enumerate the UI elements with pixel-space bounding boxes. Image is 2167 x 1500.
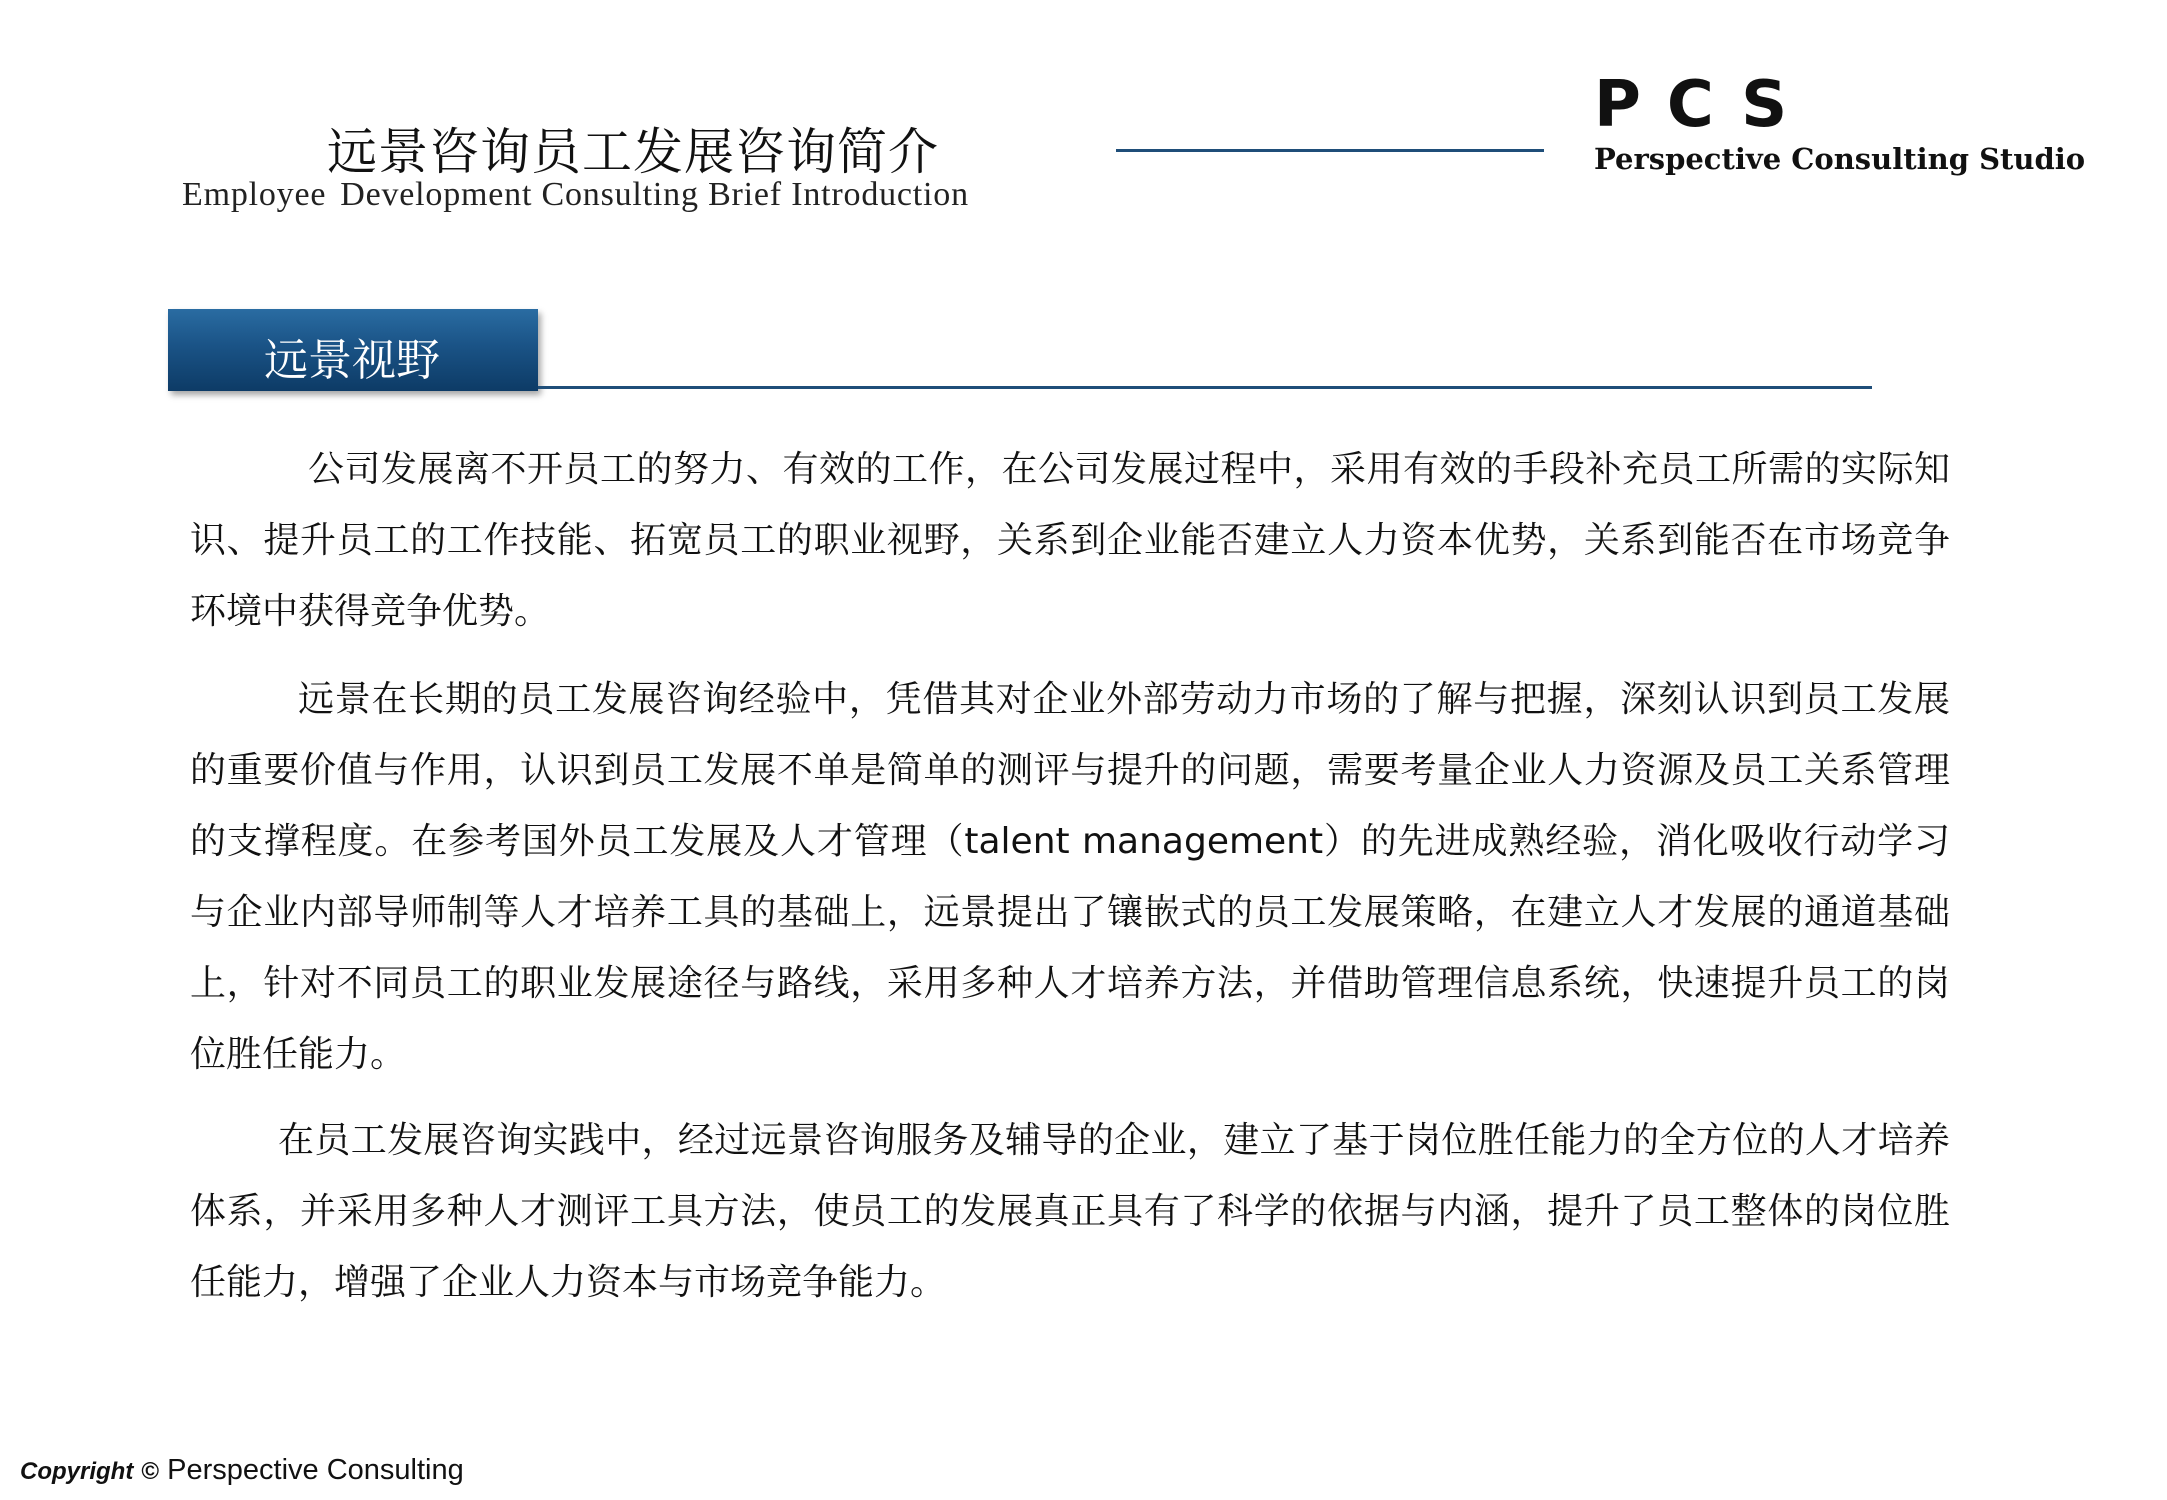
footer-copyright xyxy=(20,1454,464,1487)
section-divider xyxy=(538,386,1872,389)
header-divider xyxy=(1116,149,1544,152)
page-subtitle-part1: Employee xyxy=(182,176,327,213)
page-subtitle-part2: Development Consulting Brief Introduction xyxy=(340,176,969,213)
body-paragraph-3: 在员工发展咨询实践中，经过远景咨询服务及辅导的企业，建立了基于岗位胜任能力的全方位的人才培养体系，并采用多种人才测评工具方法，使员工的发展真正具有了科学的依据与内涵，提升了员工整体的岗位胜任能力，增强了企业人力资本与市场竞争能力。 xyxy=(190,1120,1950,1303)
copyright-company: Perspective Consulting xyxy=(167,1454,464,1486)
company-logo: PCS xyxy=(1594,68,1814,142)
page-title: 远景咨询员工发展咨询简介 xyxy=(327,123,939,181)
section-title: 远景视野 xyxy=(264,335,440,386)
copyright-symbol: © xyxy=(141,1458,160,1485)
body-paragraph-2: 远景在长期的员工发展咨询经验中，凭借其对企业外部劳动力市场的了解与把握，深刻认识到员工发展的重要价值与作用，认识到员工发展不单是简单的测评与提升的问题，需要考量企业人力资源及员工关系管理的支撑程度。在参考国外员工发展及人才管理（talent management）的先进成熟经验，消化吸收行动学习与企业内部导师制等人才培养工具的基础上，远景提出了镶嵌式的员工发展策略，在建立人才发展的通道基础上，针对不同员工的职业发展途径与路线，采用多种人才培养方法，并借助管理信息系统，快速提升员工的岗位胜任能力。 xyxy=(190,679,1950,1075)
page-subtitle xyxy=(182,176,969,214)
company-logo-subtitle: Perspective Consulting Studio xyxy=(1594,142,2086,176)
copyright-label: Copyright xyxy=(20,1458,134,1485)
body-paragraph-1: 公司发展离不开员工的努力、有效的工作，在公司发展过程中，采用有效的手段补充员工所需的实际知识、提升员工的工作技能、拓宽员工的职业视野，关系到企业能否建立人力资本优势，关系到能否在市场竞争环境中获得竞争优势。 xyxy=(190,449,1950,632)
